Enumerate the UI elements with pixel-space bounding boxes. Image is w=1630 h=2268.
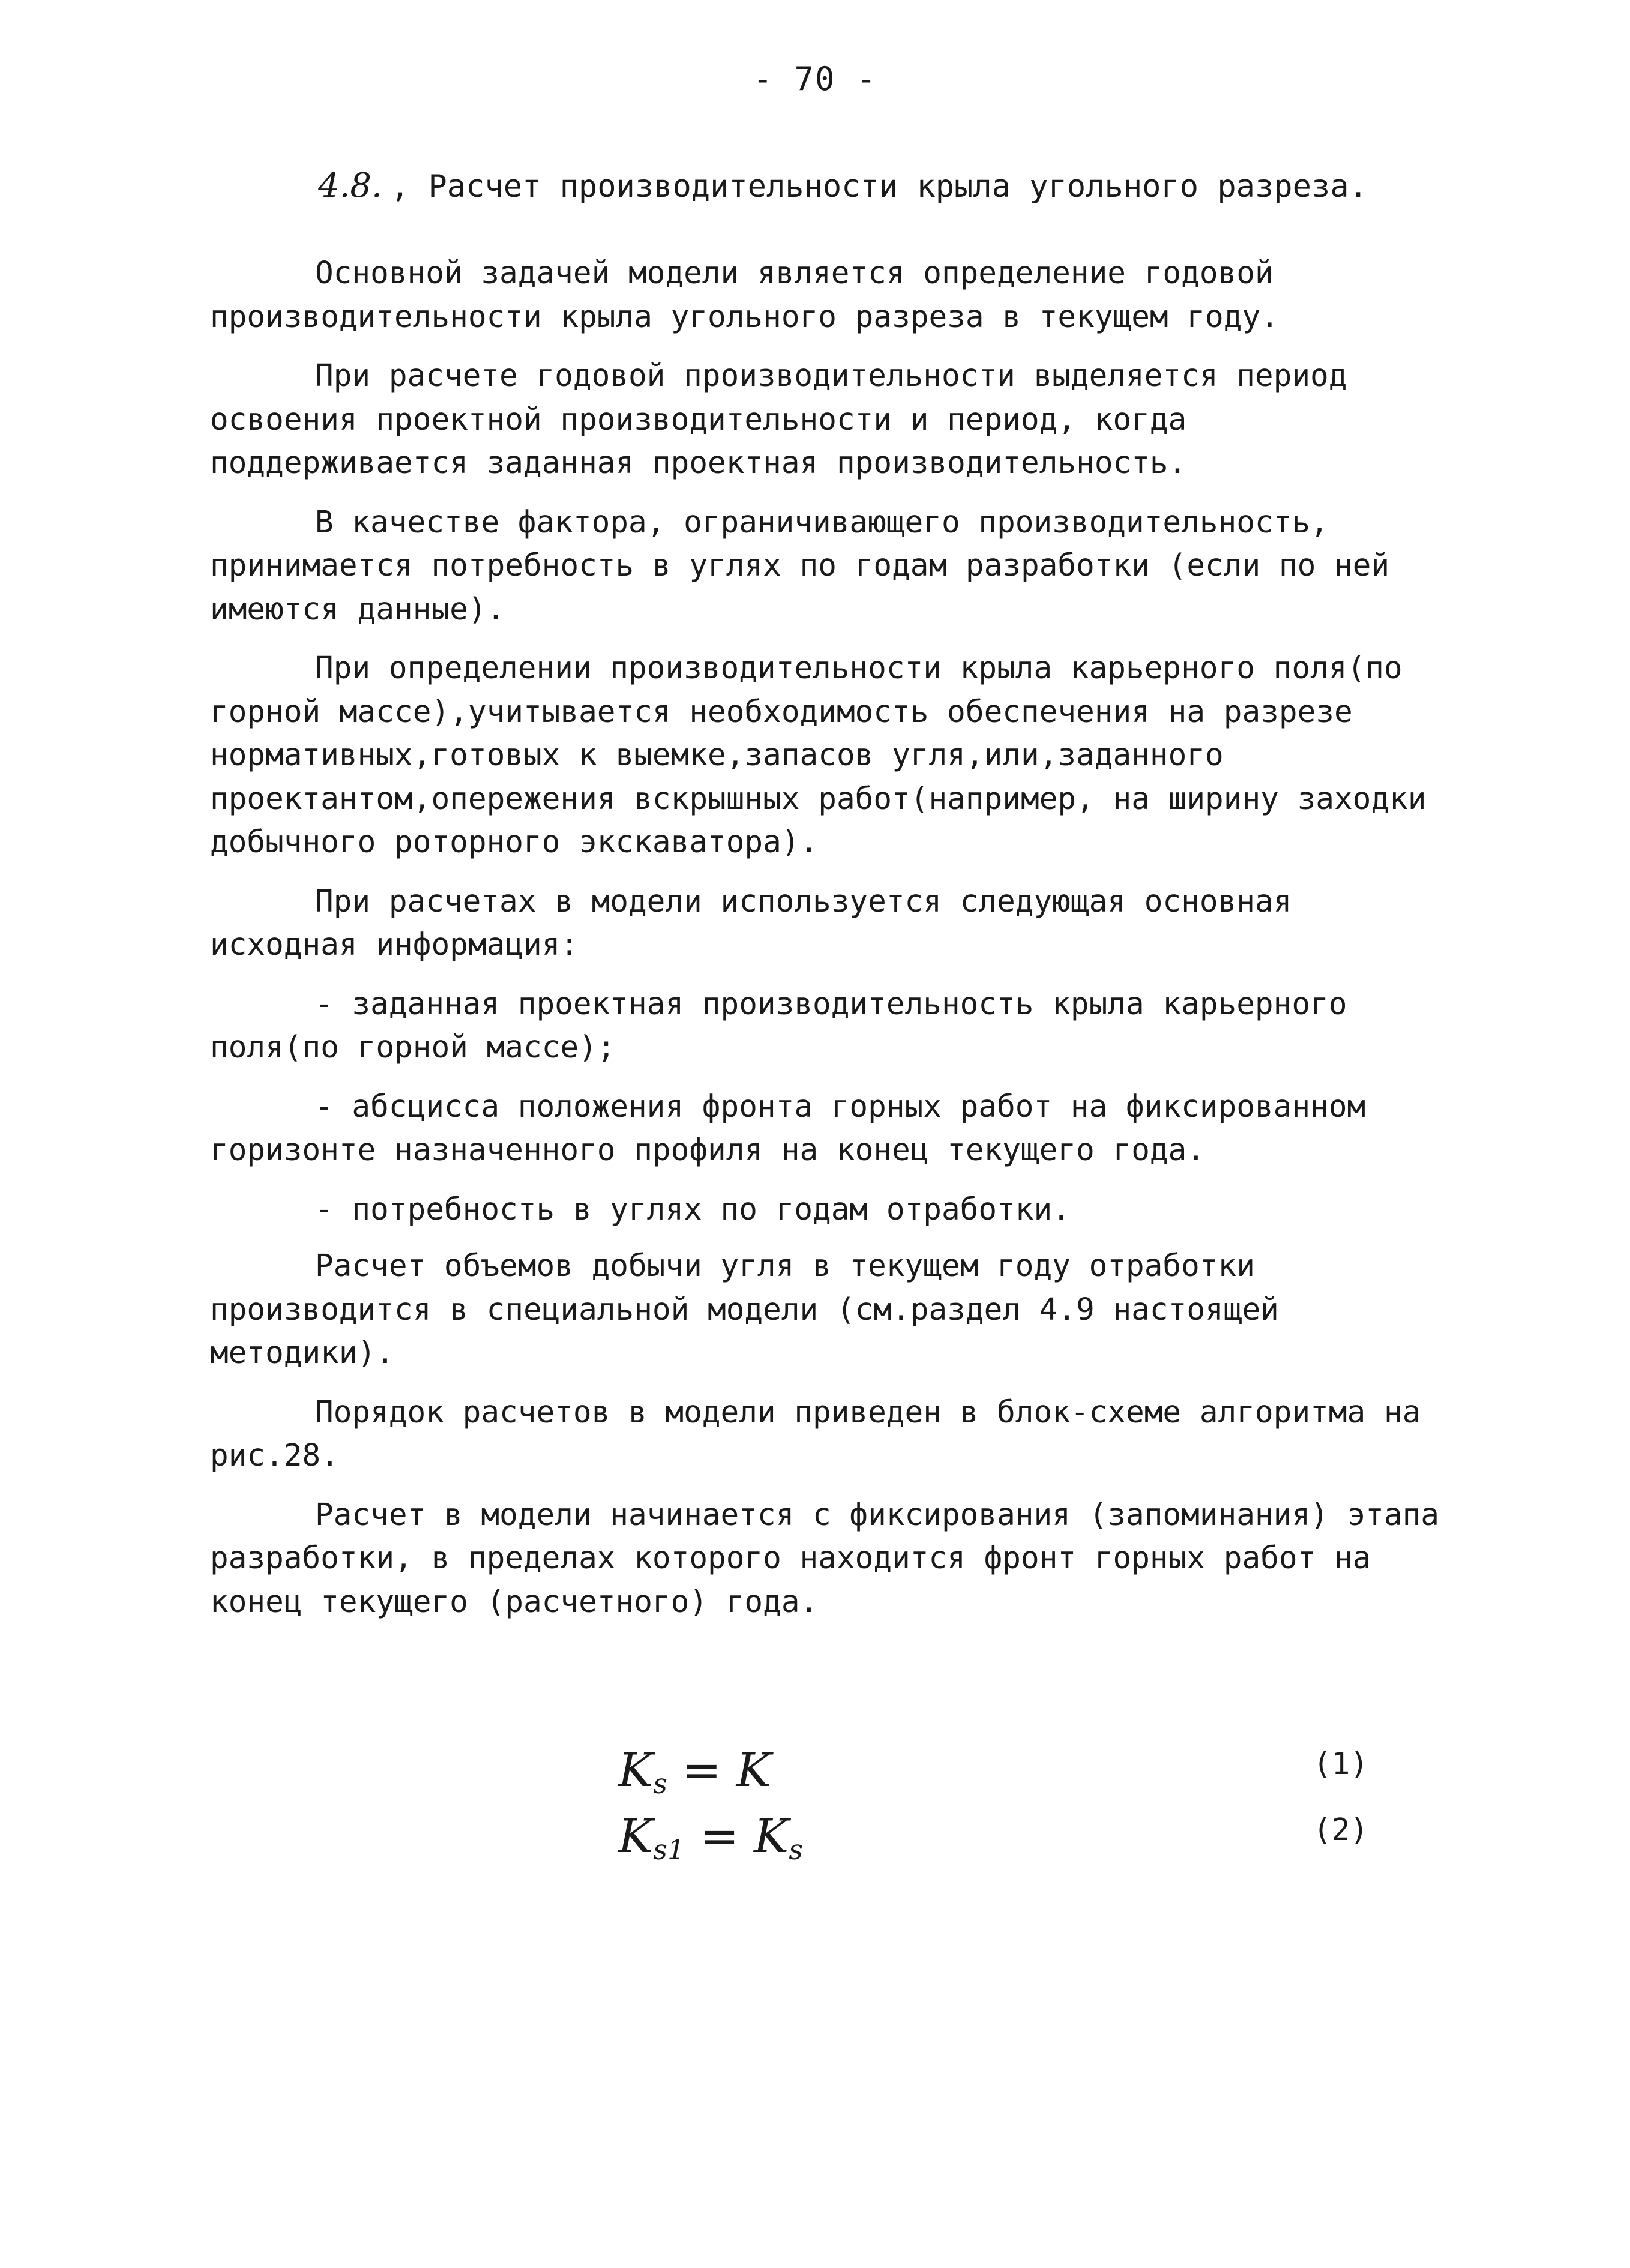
equation-number: (1) xyxy=(1313,1746,1368,1782)
paragraph: При определении производительности крыла карьерного поля(по горной массе),учитывается необходимость обеспечения на разрезе нормативных,готовых к выемке,запасов угля,или,заданного проектантом,опережения вскрышных работ(например, на ширину заходки добычного роторного экскаватора). xyxy=(210,651,1427,860)
paragraph: В качестве фактора, ограничивающего производительность, принимается потребность в углях по годам разработки (если по ней имеются данные). xyxy=(210,504,1390,627)
paragraph: Расчет объемов добычи угля в текущем году отработки производится в специальной модели (см.раздел 4.9 настоящей методики). xyxy=(210,1248,1279,1371)
paragraph: Расчет в модели начинается с фиксирования (запоминания) этапа разработки, в пределах которого находится фронт горных работ на конец текущего (расчетного) года. xyxy=(210,1497,1439,1620)
formula: $K_s = K$ xyxy=(618,1743,772,1800)
body-text xyxy=(210,252,1440,1640)
paragraph: Порядок расчетов в модели приведен в блок-схеме алгоритма на рис.28. xyxy=(210,1394,1421,1473)
formula-block xyxy=(618,1740,1368,1872)
paragraph: При расчете годовой производительности выделяется период освоения проектной производительности и период, когда поддерживается заданная проектная производительность. xyxy=(210,358,1347,481)
list-item: - абсцисса положения фронта горных работ на фиксированном горизонте назначенного профиля на конец текущего года. xyxy=(210,1089,1366,1168)
page-number: - 70 - xyxy=(753,60,877,98)
equation-number: (2) xyxy=(1313,1812,1368,1848)
list-item: - заданная проектная производительность крыла карьерного поля(по горной массе); xyxy=(210,986,1347,1065)
list-item: - потребность в углях по годам отработки. xyxy=(315,1191,1071,1227)
section-heading xyxy=(318,162,1458,211)
formula: $K_{s1} = K_s$ xyxy=(618,1809,803,1866)
formula-row xyxy=(618,1806,1368,1872)
formula-row xyxy=(618,1740,1368,1806)
section-number: 4.8. xyxy=(318,166,382,205)
paragraph: При расчетах в модели используется следующая основная исходная информация: xyxy=(210,883,1292,963)
paragraph: Основной задачей модели является определение годовой производительности крыла угольного разреза в текущем году. xyxy=(210,256,1279,335)
section-title: , Расчет производительности крыла угольного разреза. xyxy=(390,169,1368,205)
